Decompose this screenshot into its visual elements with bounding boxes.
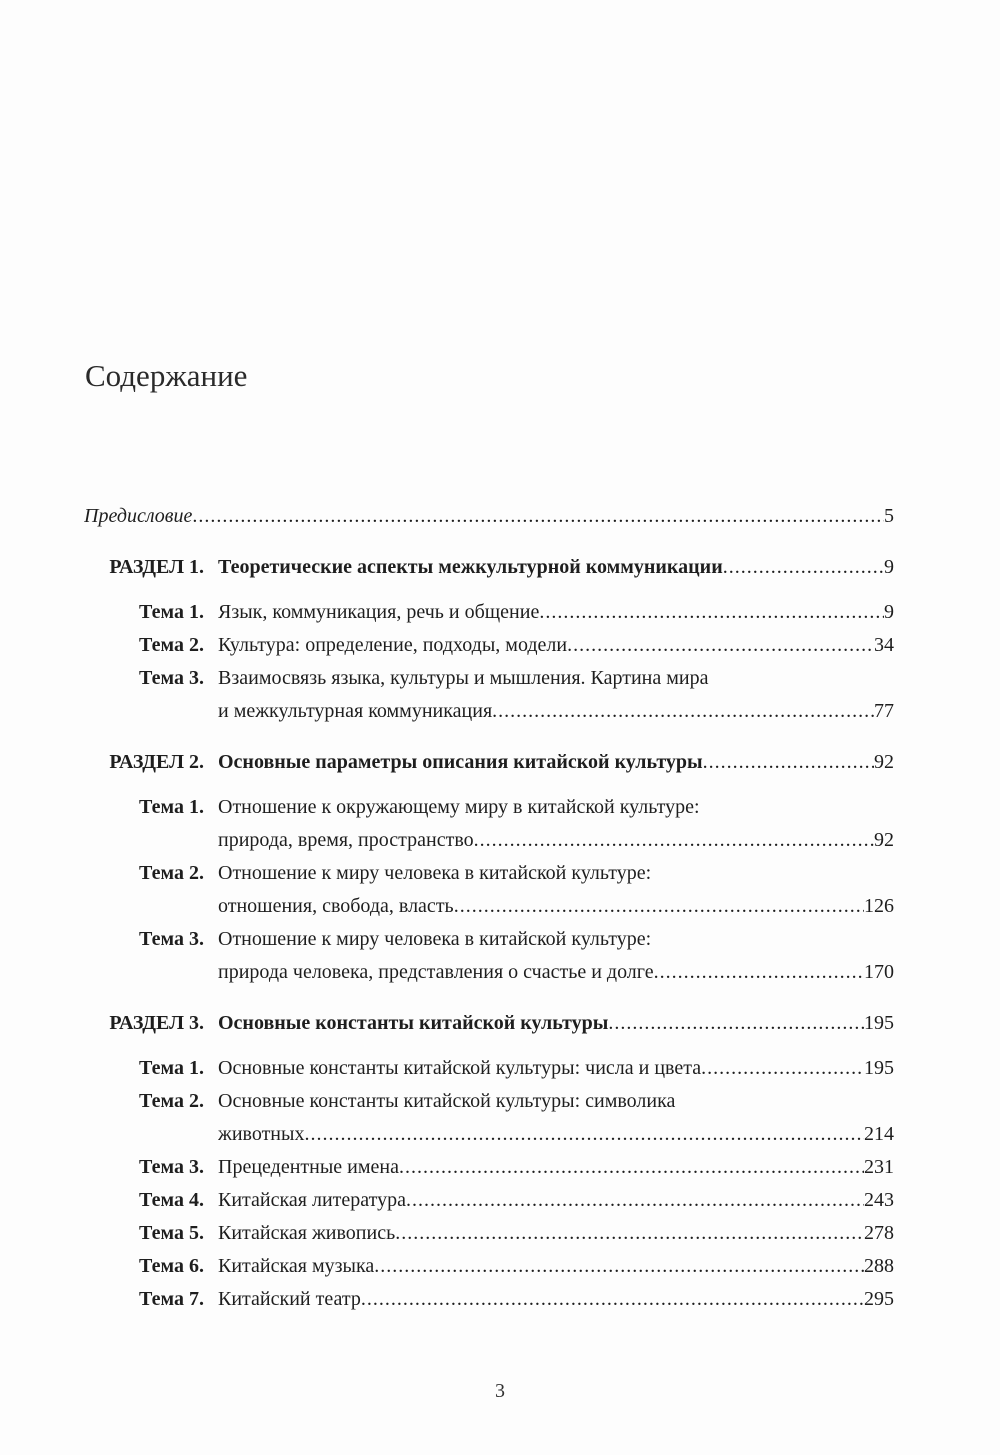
topic-title-continued: природа человека, представления о счастье и долге — [218, 961, 654, 983]
topic-title: Культура: определение, подходы, модели — [218, 634, 568, 656]
toc-topic[interactable] — [84, 1217, 894, 1250]
page-ref: 278 — [864, 1222, 894, 1244]
page-ref: 195 — [864, 1057, 894, 1079]
toc-entry-preface[interactable] — [84, 500, 894, 533]
dot-leader — [703, 746, 874, 779]
section-label: РАЗДЕЛ 1. — [109, 556, 204, 578]
section-title: Основные константы китайской культуры — [218, 1012, 609, 1034]
section-title: Основные параметры описания китайской культуры — [218, 751, 703, 773]
topic-title: Отношение к миру человека в китайской культуре: — [218, 862, 652, 884]
toc-section-1[interactable] — [84, 551, 894, 584]
toc-topic[interactable] — [84, 1283, 894, 1316]
page-title: Содержание — [85, 358, 248, 393]
topic-title: Основные константы китайской культуры: числа и цвета — [218, 1057, 702, 1079]
topic-title-continued: животных — [218, 1123, 305, 1145]
toc-topic[interactable] — [84, 1085, 894, 1151]
page-ref: 5 — [884, 505, 894, 527]
dot-leader — [399, 1151, 864, 1184]
toc-topic[interactable] — [84, 1052, 894, 1085]
toc-topic[interactable] — [84, 1250, 894, 1283]
dot-leader — [361, 1283, 864, 1316]
preface-title: Предисловие — [84, 505, 193, 527]
page-ref: 170 — [864, 961, 894, 983]
topic-label: Тема 2. — [139, 1090, 204, 1112]
dot-leader — [454, 890, 864, 923]
topic-label: Тема 3. — [139, 667, 204, 689]
toc-topic[interactable] — [84, 791, 894, 857]
topic-title: Прецедентные имена — [218, 1156, 399, 1178]
topic-label: Тема 3. — [139, 1156, 204, 1178]
topic-label: Тема 1. — [139, 796, 204, 818]
dot-leader — [304, 1118, 864, 1151]
toc-topic[interactable] — [84, 1151, 894, 1184]
topic-title: Основные константы китайской культуры: символика — [218, 1090, 676, 1112]
topic-title-continued: и межкультурная коммуникация — [218, 700, 493, 722]
topic-label: Тема 4. — [139, 1189, 204, 1211]
toc-topic[interactable] — [84, 1184, 894, 1217]
topic-label: Тема 2. — [139, 634, 204, 656]
toc-section-3[interactable] — [84, 1007, 894, 1040]
page-ref: 9 — [884, 556, 894, 578]
dot-leader — [374, 1250, 864, 1283]
toc-topic[interactable] — [84, 629, 894, 662]
topic-title: Китайский театр — [218, 1288, 361, 1310]
topic-title: Взаимосвязь языка, культуры и мышления. Картина мира — [218, 667, 709, 689]
page-ref: 92 — [874, 751, 894, 773]
toc-topic[interactable] — [84, 596, 894, 629]
page-ref: 295 — [864, 1288, 894, 1310]
table-of-contents — [84, 500, 894, 1316]
topic-label: Тема 1. — [139, 601, 204, 623]
section-title: Теоретические аспекты межкультурной коммуникации — [218, 556, 723, 578]
topic-label: Тема 3. — [139, 928, 204, 950]
dot-leader — [192, 500, 884, 533]
topic-title: Язык, коммуникация, речь и общение — [218, 601, 540, 623]
page-ref: 214 — [864, 1123, 894, 1145]
topic-title-continued: отношения, свобода, власть — [218, 895, 454, 917]
toc-topic[interactable] — [84, 662, 894, 728]
topic-label: Тема 5. — [139, 1222, 204, 1244]
dot-leader — [474, 824, 874, 857]
toc-topic[interactable] — [84, 923, 894, 989]
dot-leader — [567, 629, 874, 662]
page-number: 3 — [495, 1380, 505, 1402]
section-label: РАЗДЕЛ 2. — [109, 751, 204, 773]
section-label: РАЗДЕЛ 3. — [109, 1012, 204, 1034]
topic-label: Тема 7. — [139, 1288, 204, 1310]
topic-title: Отношение к миру человека в китайской культуре: — [218, 928, 652, 950]
page-ref: 9 — [884, 601, 894, 623]
page-ref: 34 — [874, 634, 894, 656]
dot-leader — [654, 956, 864, 989]
topic-title: Отношение к окружающему миру в китайской культуре: — [218, 796, 700, 818]
page-ref: 288 — [864, 1255, 894, 1277]
page-ref: 231 — [864, 1156, 894, 1178]
dot-leader — [395, 1217, 864, 1250]
dot-leader — [539, 596, 884, 629]
topic-title: Китайская литература — [218, 1189, 406, 1211]
topic-title: Китайская живопись — [218, 1222, 396, 1244]
dot-leader — [406, 1184, 864, 1217]
page-ref: 126 — [864, 895, 894, 917]
topic-label: Тема 1. — [139, 1057, 204, 1079]
page-ref: 77 — [874, 700, 894, 722]
page-ref: 92 — [874, 829, 894, 851]
dot-leader — [723, 551, 884, 584]
toc-section-2[interactable] — [84, 746, 894, 779]
page-ref: 195 — [864, 1012, 894, 1034]
dot-leader — [701, 1052, 864, 1085]
dot-leader — [608, 1007, 864, 1040]
dot-leader — [492, 695, 874, 728]
topic-title: Китайская музыка — [218, 1255, 375, 1277]
page-ref: 243 — [864, 1189, 894, 1211]
topic-label: Тема 2. — [139, 862, 204, 884]
toc-topic[interactable] — [84, 857, 894, 923]
topic-title-continued: природа, время, пространство — [218, 829, 474, 851]
topic-label: Тема 6. — [139, 1255, 204, 1277]
